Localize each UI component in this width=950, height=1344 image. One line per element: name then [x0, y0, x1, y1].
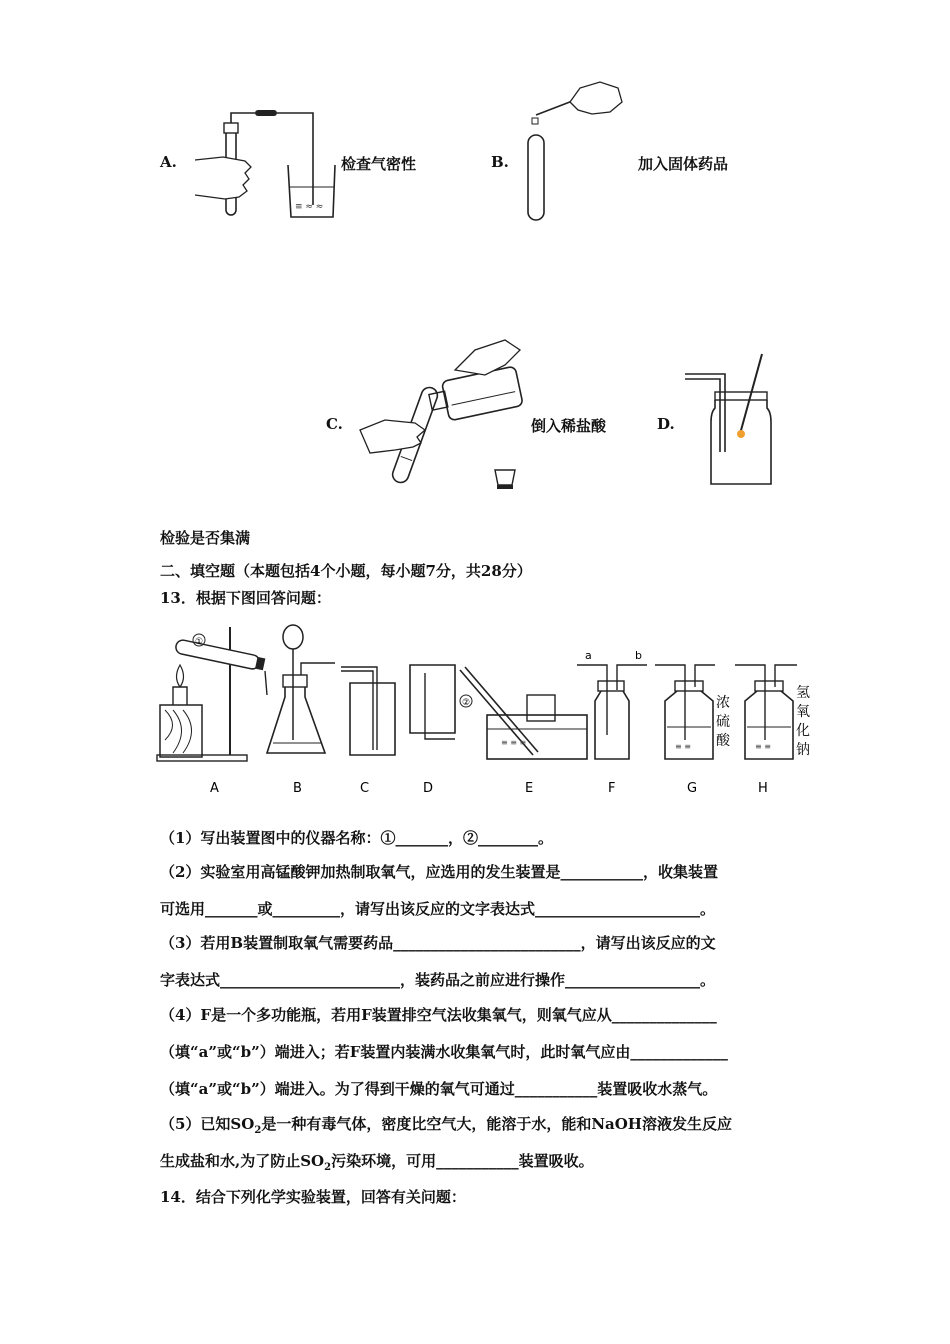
apparatus-a	[157, 627, 267, 761]
option-d-label: 检验是否集满	[160, 529, 251, 547]
apparatus-label-f: F	[608, 781, 616, 796]
port-a-label: a	[585, 649, 592, 662]
option-d-letter: D.	[657, 415, 675, 433]
add-solid-figure	[520, 80, 630, 225]
g-label-char-2: 硫	[716, 714, 730, 730]
apparatus-figure	[155, 615, 815, 800]
h-label-char-2: 氧	[796, 704, 810, 720]
circle-1-label: ①	[195, 637, 204, 647]
apparatus-label-a: A	[210, 781, 219, 796]
port-b-label: b	[635, 649, 642, 662]
option-b-label: 加入固体药品	[638, 155, 729, 173]
g-label-char-3: 酸	[716, 733, 730, 749]
q13-part1: （1）写出装置图中的仪器名称：①_______，②________。	[160, 829, 553, 847]
option-c-label: 倒入稀盐酸	[531, 417, 607, 435]
pour-acid-figure	[355, 335, 530, 495]
svg-text:≡ ≡: ≡ ≡	[675, 742, 691, 751]
apparatus-h	[735, 665, 810, 759]
q13-part2-line2: 可选用_______或_________，请写出该反应的文字表达式______________________。	[160, 900, 716, 918]
apparatus-d	[410, 665, 472, 739]
apparatus-label-g: G	[687, 781, 698, 796]
svg-text:≡ ≡ ≡: ≡ ≡ ≡	[501, 738, 527, 747]
apparatus-label-d: D	[423, 781, 434, 796]
q13-part5-line1: （5）已知$SO_2$是一种有毒气体，密度比空气大，能溶于水，能和NaOH溶液发生反应	[160, 1115, 732, 1136]
circle-2-label: ②	[462, 698, 471, 708]
option-a-label: 检查气密性	[341, 155, 417, 173]
apparatus-e	[460, 667, 587, 759]
h-label-char-4: 钠	[796, 742, 810, 758]
h-label-char-3: 化	[796, 723, 810, 739]
apparatus-label-c: C	[360, 781, 370, 796]
question-13-title: 13．根据下图回答问题：	[160, 589, 331, 607]
option-a-letter: A.	[160, 153, 177, 171]
section-title: 二、填空题（本题包括4个小题，每小题7分，共28分）	[160, 562, 532, 580]
apparatus-b	[267, 625, 335, 753]
airtightness-check-figure	[185, 105, 335, 225]
apparatus-label-h: H	[758, 781, 768, 796]
option-c-letter: C.	[326, 415, 343, 433]
apparatus-g	[655, 665, 731, 759]
apparatus-c	[341, 667, 395, 755]
g-label-char-1: 浓	[716, 695, 730, 711]
q13-part3-line1: （3）若用B装置制取氧气需要药品_________________________，请写出该反应的文	[160, 934, 716, 952]
check-full-figure	[685, 352, 775, 487]
q13-part5-line2: 生成盐和水,为了防止$SO_2$污染环境，可用___________装置吸收。	[160, 1152, 594, 1173]
svg-text:≡ ≡: ≡ ≡	[755, 742, 771, 751]
q13-part2-line1: （2）实验室用高锰酸钾加热制取氧气，应选用的发生装置是___________，收集装置	[160, 863, 718, 881]
apparatus-label-e: E	[525, 781, 534, 796]
svg-text:≡ ≈ ≈: ≡ ≈ ≈	[295, 202, 324, 212]
q13-part4-line1: （4）F是一个多功能瓶，若用F装置排空气法收集氧气，则氧气应从______________	[160, 1006, 717, 1024]
apparatus-label-b: B	[293, 781, 302, 796]
h-label-char-1: 氢	[796, 685, 810, 701]
q13-part4-line3: （填“a”或“b”）端进入。为了得到干燥的氧气可通过___________装置吸收水蒸气。	[160, 1080, 718, 1098]
option-b-letter: B.	[491, 153, 509, 171]
q13-part4-line2: （填“a”或“b”）端进入；若F装置内装满水收集氧气时，此时氧气应由_____________	[160, 1043, 728, 1061]
question-14-title: 14．结合下列化学实验装置，回答有关问题：	[160, 1188, 466, 1206]
q13-part3-line2: 字表达式________________________，装药品之前应进行操作__________________。	[160, 971, 716, 989]
